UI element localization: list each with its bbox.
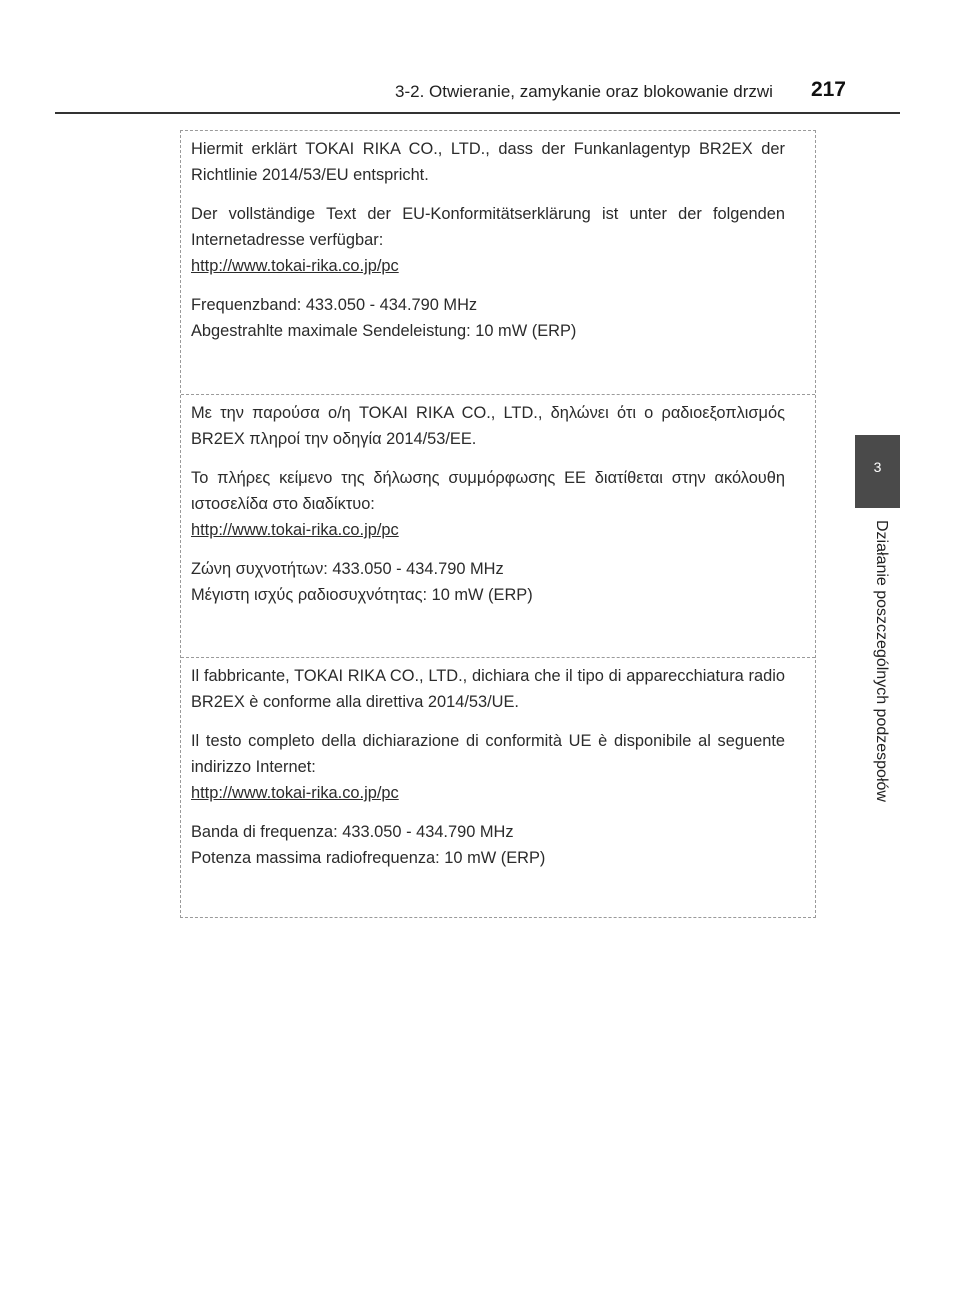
max-power: Potenza massima radiofrequenza: 10 mW (ERP): [191, 849, 546, 867]
conformity-notice-box: [180, 130, 816, 918]
frequency-band: Frequenzband: 433.050 - 434.790 MHz: [191, 296, 478, 314]
header-divider: [55, 112, 900, 114]
section-title: 3-2. Otwieranie, zamykanie oraz blokowanie drzwi: [395, 82, 773, 101]
availability-text: [191, 465, 785, 543]
notice-section-italian: [181, 657, 815, 917]
frequency-band: Ζώνη συχνοτήτων: 433.050 - 434.790 MHz: [191, 560, 504, 578]
availability-sentence: Το πλήρες κείμενο της δήλωσης συμμόρφωσης ΕΕ διατίθεται στην ακόλουθη ιστοσελίδα στο διαδίκτυο:: [191, 469, 785, 513]
chapter-number: 3: [873, 459, 882, 475]
availability-sentence: Il testo completo della dichiarazione di conformità UE è disponibile al seguente indirizzo Internet:: [191, 732, 785, 776]
notice-section-greek: [181, 394, 815, 657]
declaration-link[interactable]: http://www.tokai-rika.co.jp/pc: [191, 784, 399, 802]
declaration-text: Με την παρούσα ο/η TOKAI RIKA CO., LTD., δηλώνει ότι ο ραδιοεξοπλισμός BR2EX πληροί την οδηγία 2014/53/ΕΕ.: [191, 404, 785, 448]
availability-sentence: Der vollständige Text der EU-Konformitätserklärung ist unter der folgenden Internetadresse verfügbar:: [191, 205, 785, 249]
declaration-link[interactable]: http://www.tokai-rika.co.jp/pc: [191, 257, 399, 275]
frequency-band: Banda di frequenza: 433.050 - 434.790 MHz: [191, 823, 514, 841]
page-header: [50, 78, 900, 102]
declaration-text: Hiermit erklärt TOKAI RIKA CO., LTD., dass der Funkanlagentyp BR2EX der Richtlinie 2014/53/EU entspricht.: [191, 140, 785, 184]
declaration-text: Il fabbricante, TOKAI RIKA CO., LTD., dichiara che il tipo di apparecchiatura radio BR2EX è conforme alla direttiva 2014/53/UE.: [191, 667, 785, 711]
max-power: Μέγιστη ισχύς ραδιοσυχνότητας: 10 mW (ERP): [191, 586, 533, 604]
notice-section-german: [181, 131, 815, 394]
declaration-link[interactable]: http://www.tokai-rika.co.jp/pc: [191, 521, 399, 539]
max-power: Abgestrahlte maximale Sendeleistung: 10 mW (ERP): [191, 322, 577, 340]
chapter-tab: [855, 435, 900, 508]
page-number: 217: [810, 78, 846, 101]
availability-text: [191, 728, 785, 806]
chapter-label: Działanie poszczególnych podzespołów: [873, 520, 890, 802]
availability-text: [191, 201, 785, 279]
